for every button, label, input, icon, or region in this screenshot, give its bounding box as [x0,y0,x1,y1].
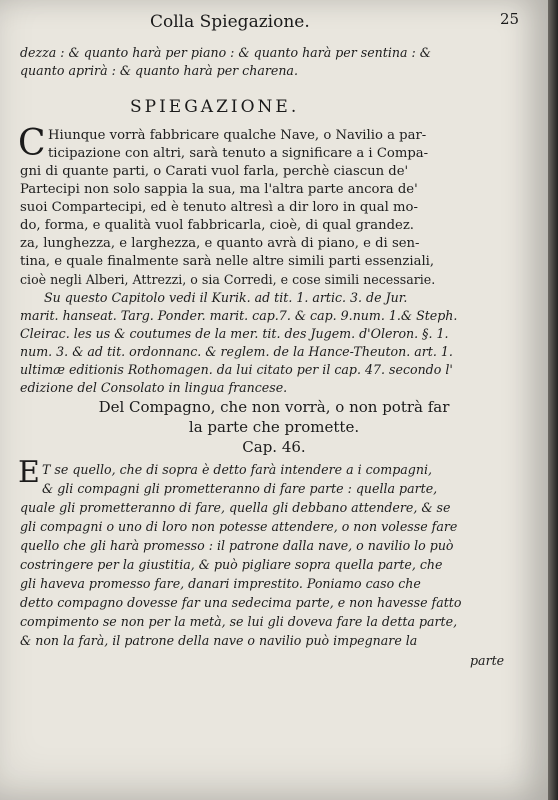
catchword: parte [470,653,505,668]
note-line-3: Cleirac. les us & coutumes de la mer. tit. des Jugem. d'Oleron. §. 1. [20,326,449,341]
chapter-line-10: & non la farà, il patrone della nave o navilio può impegnare la [20,633,418,648]
explanation-line-8: tina, e quale finalmente sarà nelle altre simili parti essenziali, [20,254,435,269]
continuation-line-2: quanto aprirà : & quanto harà per charena. [20,63,298,78]
chapter-line-5: quello che gli harà promesso : il patrone dalla nave, o navilio lo può [20,538,454,553]
page-number: 25 [500,10,520,28]
note-line-4: num. 3. & ad tit. ordonnanc. & reglem. de la Hance-Theuton. art. 1. [20,344,453,359]
note-line-5: ultimæ editionis Rothomagen. da lui citato per il cap. 47. secondo l' [20,362,453,377]
chapter-line-8: detto compagno dovesse far una sedecima parte, e non havesse fatto [20,595,462,610]
chapter-title-line-1: Del Compagno, che non vorrà, o non potrà far [98,398,450,416]
chapter-line-9: compimento se non per la metà, se lui gli doveva fare la detta parte, [20,614,458,629]
explanation-line-1: Hiunque vorrà fabbricare qualche Nave, o Navilio a par- [48,128,427,143]
explanation-line-5: suoi Compartecipi, ed è tenuto altresì a dir loro in qual mo- [20,200,418,215]
chapter-line-6: costringere per la giustitia, & può pigliare sopra quella parte, che [20,557,443,572]
chapter-number: Cap. 46. [242,438,306,456]
explanation-line-4: Partecipi non solo sappia la sua, ma l'altra parte ancora de' [20,182,418,197]
explanation-line-2: ticipazione con altri, sarà tenuto a significare a i Compa- [48,146,429,161]
explanation-line-7: za, lunghezza, e larghezza, e quanto avrà di piano, e di sen- [20,236,420,251]
explanation-line-3: gni di quante parti, o Carati vuol farla, perchè ciascun de' [20,164,409,179]
chapter-line-1: T se quello, che di sopra è detto farà intendere a i compagni, [42,462,432,477]
section-heading: SPIEGAZIONE. [130,97,300,117]
page-edge-shadow [548,0,558,800]
explanation-drop-cap: C [18,123,46,164]
chapter-line-7: gli haveva promesso fare, danari imprestito. Poniamo caso che [20,576,421,591]
explanation-line-6: do, forma, e qualità vuol fabbricarla, cioè, di qual grandez. [20,218,414,233]
note-line-1: Su questo Capitolo vedi il Kurik. ad tit. 1. artic. 3. de Jur. [44,290,408,305]
note-line-6: edizione del Consolato in lingua francese. [20,380,288,395]
chapter-line-2: & gli compagni gli prometteranno di fare parte : quella parte, [42,481,438,496]
chapter-line-4: gli compagni o uno di loro non potesse attendere, o non volesse fare [20,519,458,534]
chapter-drop-cap: E [18,455,40,490]
note-line-2: marit. hanseat. Targ. Ponder. marit. cap.7. & cap. 9.num. 1.& Steph. [20,308,458,323]
running-title: Colla Spiegazione. [150,12,310,32]
explanation-line-9: cioè negli Alberi, Attrezzi, o sia Corredi, e cose simili necessarie. [20,272,436,287]
chapter-line-3: quale gli prometteranno di fare, quella gli debbano attendere, & se [20,500,451,515]
chapter-title-line-2: la parte che promette. [188,418,360,436]
continuation-line-1: dezza : & quanto harà per piano : & quanto harà per sentina : & [20,45,431,60]
